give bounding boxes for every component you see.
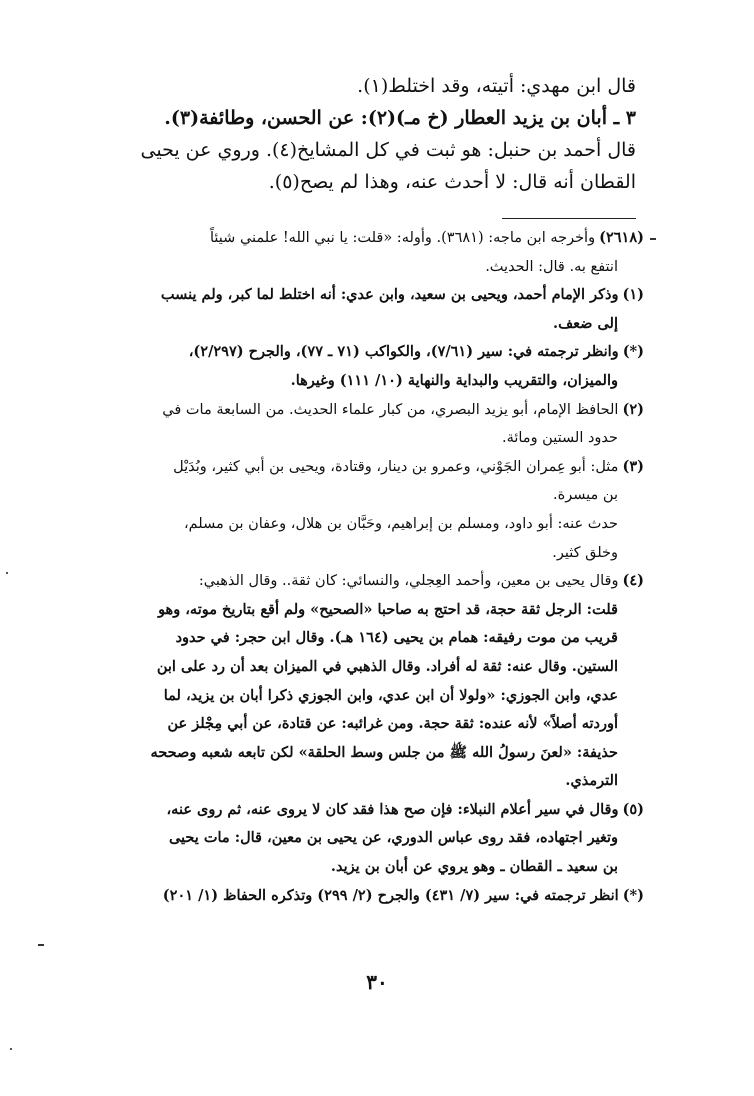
footnote-line: حذيفة: «لعنَ رسولُ الله ﷺ من جلس وسط الحلقة» لكن تابعه شعبه وصححه [150,743,618,761]
footnote-line: الستين. وقال عنه: ثقة له أفراد. وقال الذهبي في الميزان بعد أن رد على ابن [156,657,618,675]
footnote-line: قريب من موت رفيقه: همام بن يحيى (١٦٤ هـ). وقال ابن حجر: في حدود [175,629,618,647]
footnote-line: انظر ترجمته في: سير (٧/ ٤٣١) والجرح (٢/ ٢٩٩) وتذكره الحفاظ (١/ ٢٠١) [162,886,619,904]
footnote-label: (٤) [622,572,644,590]
narrator-heading: ٣ ـ أبان بن يزيد العطار (خ مـ)(٢): عن الحسن، وطائفة(٣). [164,107,636,129]
footnote-line: وقال يحيى بن معين، وأحمد العِجلي، والنسائي: كان ثقة.. وقال الذهبي: [198,573,619,590]
footnote-line: وخلق كثير. [552,544,618,561]
page-number: ٣٠ [366,970,388,994]
footnote-1 [60,281,644,338]
main-line-4: القطان أنه قال: لا أحدث عنه، وهذا لم يصح(٥). [268,171,636,193]
main-text [84,70,636,198]
footnote-line: انتفع به. قال: الحديث. [485,258,618,275]
footnote-label: (*) [622,886,644,904]
footnote-label: (٣) [622,457,644,475]
footnote-line: عدي، وابن الجوزي: «ولولا أن ابن عدي، وابن الجوزي ذكرا أبان بن يزيد، لما [163,686,618,704]
footnote-label: (٢٦١٨) [599,229,644,246]
footnote-line: وذكر الإمام أحمد، ويحيى بن سعيد، وابن عدي: أنه اختلط لما كبر، ولم ينسب [160,286,619,304]
footnote-3 [60,453,644,567]
margin-mark [650,238,656,240]
margin-mark [38,944,44,946]
main-line-1: قال ابن مهدي: أتيته، وقد اختلط(١). [357,75,636,97]
footnote-2 [60,396,644,453]
footnote-line: حدود الستين ومائة. [501,430,618,447]
footnote-line: وأخرجه ابن ماجه: (٣٦٨١). وأوله: «قلت: يا نبي الله! علمني شيئاً [210,230,596,246]
footnotes [60,224,644,910]
footnote-label: (٥) [622,800,644,818]
footnote-line: الترمذي. [565,772,618,790]
footnote-line: إلى ضعف. [553,314,618,332]
footnote-label: (٢) [622,400,644,418]
main-line-3: قال أحمد بن حنبل: هو ثبت في كل المشايخ(٤). وروي عن يحيى [140,139,636,161]
scan-speck [6,572,8,574]
footnote-star-2 [60,882,644,911]
footnote-line: حدث عنه: أبو داود، ومسلم بن إبراهيم، وحَبَّان بن هلال، وعفان بن مسلم، [183,515,618,532]
footnote-line: الحافظ الإمام، أبو يزيد البصري، من كبار علماء الحديث. من السابعة مات في [162,401,619,418]
footnote-line: مثل: أبو عِمران الجَوْني، وعمرو بن دينار، وقتادة، ويحيى بن أبي كثير، وبُدَيْل [173,458,619,475]
footnote-line: قلت: الرجل ثقة حجة، قد احتج به صاحبا «الصحيح» ولم أقع بتاريخ موته، وهو [158,600,618,618]
footnote-5 [60,796,644,882]
footnote-line: وانظر ترجمته في: سير (٧/٦١)، والكواكب (٧١ ـ ٧٧)، والجرح (٢/٢٩٧)، [188,343,619,361]
scan-speck [10,1048,12,1050]
footnote-label: (١) [622,286,644,304]
footnote-line: وتغير اجتهاده، فقد روى عباس الدوري، عن يحيى بن معين، قال: مات يحيى [168,829,618,847]
footnote-line: أوردته أصلاً» لأنه عنده: ثقة حجة. ومن غرائبه: عن قتادة، عن أبي مِجْلز عن [167,715,618,733]
footnote-4 [60,567,644,796]
footnote-line: بن سعيد ـ القطان ـ وهو يروي عن أبان بن يزيد. [330,858,618,876]
footnote-line: بن ميسرة. [553,487,618,504]
footnote-label: (*) [622,343,644,361]
footnote-star-1 [60,338,644,395]
footnote-line: والميزان، والتقريب والبداية والنهاية (١٠/ ١١١) وغيرها. [290,371,618,389]
footnote-hadith [60,224,644,281]
footnote-separator [502,218,636,219]
footnote-line: وقال في سير أعلام النبلاء: فإن صح هذا فقد كان لا يروى عنه، ثم روى عنه، [166,800,619,818]
